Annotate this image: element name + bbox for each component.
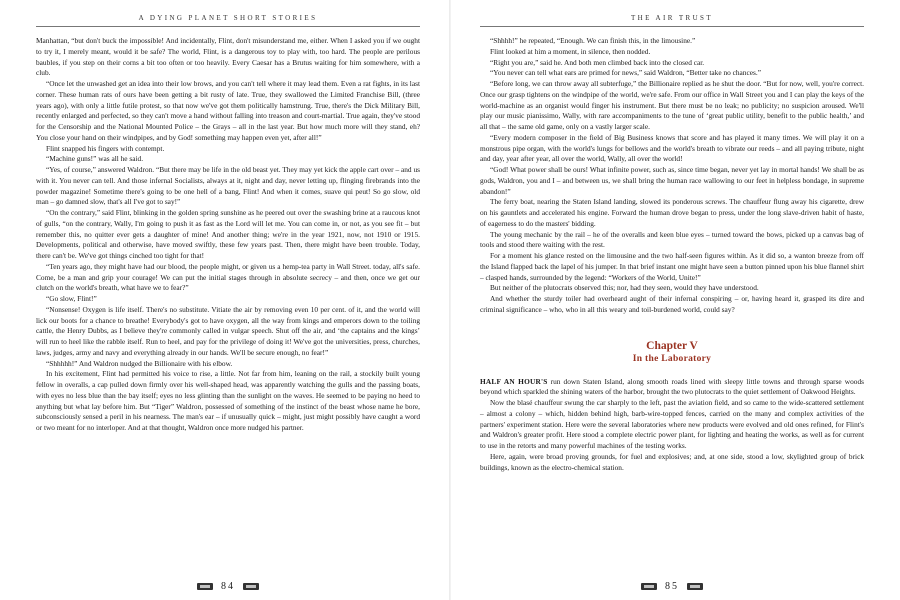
left-paragraph: “Machine guns!” was all he said. bbox=[46, 154, 144, 164]
right-page bbox=[450, 0, 900, 600]
left-body-text bbox=[36, 36, 420, 434]
right-page-number: 85 bbox=[665, 581, 679, 592]
left-folio bbox=[36, 581, 420, 592]
left-paragraph: “Nonsense! Oxygen is life itself. There's no substitute. Vitiate the air by removing even 10 per cent. of it, and the world will lick our boots for a chance to breathe! Everybody's got to have oxygen, all the way from kings and emperors down to the toiling cattle, the Henry Dubbs, as I believe they're commonly called in vulgar speech. Shut off the air, and ‘the captains and the kings’ will run to heel like the rabble itself. Run to heel, and pay for the privilege of doing it! We've got the universities, press, churches, laws, judges, army and navy and everything already in our hands. We'll be secure enough, no fear!” bbox=[36, 304, 420, 357]
runin-lead: HALF AN HOUR'S bbox=[480, 376, 548, 386]
runin-rest: run down Staten Island, along smooth roads lined with sleepy little towns and through sparse woods beyond which sparkled the shining waters of the harbor, brought the two plutocrats to the quiet settlement of Oakwood Heights. bbox=[480, 376, 864, 397]
right-paragraph: For a moment his glance rested on the limousine and the two half-seen figures within. As it did so, a wanton breeze from off the Island flapped back the lapel of his jumper. In that brief instant one might have seen a button pinned upon his blue flannel shirt – clasped hands, surrounded by the legend: “Workers of the World, Unite!” bbox=[480, 251, 864, 282]
right-paragraph: But neither of the plutocrats observed this; nor, had they seen, would they have understood. bbox=[490, 283, 759, 293]
right-paragraph: “Every modern composer in the field of Big Business knows that score and has played it many times. We will play it on a monstrous pipe organ, with the world's lungs for bellows and the world's breath to vibrate our reeds – and all paying tribute, night and day, year after year, all over the world, Wally, all over the world! bbox=[480, 132, 864, 164]
chapter-title: In the Laboratory bbox=[632, 353, 712, 364]
right-paragraph: And whether the sturdy toiler had overheard aught of their infernal conspiring – or, having heard it, grasped its dire and criminal significance – who, who in all this weary and toil-burdened world, could say? bbox=[480, 294, 864, 314]
folio-ornament-icon bbox=[197, 583, 213, 590]
left-paragraph: In his excitement, Flint had permitted his voice to rise, a little. Not far from him, leaning on the rail, a stockily built young fellow in overalls, a cap pulled down firmly over his well-shaped head, was apparently watching the gulls and the passing boats, with eyes no less blue than the bay itself; eyes no less glinting than the sunlight on the waves. He seemed to be paying no heed to anything but what lay before him. But “Tiger” Waldron, possessed of something of the instinct of the beast whose name he bore, subconsciously sensed a peril in his nearness. The man's ear – if unusually quick – might, just might possibly have caught a word or two meant for no interloper. And at that thought, Waldron once more nudged his partner. bbox=[36, 369, 420, 432]
folio-ornament-icon bbox=[243, 583, 259, 590]
left-head-rule bbox=[36, 26, 420, 27]
right-body-text bbox=[480, 36, 864, 473]
right-paragraph: Now the blasé chauffeur swung the car sharply to the left, past the aviation field, and so came to the wide-scattered settlement – almost a colony – which, hidden behind high, barb-wire-topped fences, carried on the many and complex activities of the partners' experiment station. Here were the several laboratories where new products were evolved and old ones refined, for Flint's and Waldron's greater profit. Here stood a complete electric power plant, for lighting and heating the works, as well as for current to use in the retorts and many powerful machines of the testing works. bbox=[480, 398, 864, 450]
folio-ornament-icon bbox=[641, 583, 657, 590]
left-paragraph: “Go slow, Flint!” bbox=[46, 294, 97, 303]
left-paragraph: “Ten years ago, they might have had our blood, the people might, or given us a hemp-tea party in Wall Street. today, all's safe. Come, be a man and grip your courage! We can put the initial stages through in absolute secrecy – and then, once we get our clutch on the world's breath, what have we to fear?” bbox=[36, 261, 420, 293]
left-paragraph: Flint snapped his fingers with contempt. bbox=[46, 143, 165, 153]
right-running-head: THE AIR TRUST bbox=[630, 14, 714, 22]
right-paragraph: “Before long, we can throw away all subterfuge,” the Billionaire replied as he shut the door. “But for now, well, you're correct. Once our grasp tightens on the windpipe of the world, we're safe. From our office in Wall Street you and I can play the keys of the world-machine as an organist would finger his instrument. But there must be no leak; no publicity; no suspicion aroused. We'll play our music pianissimo, Wally, with rare accompaniments to the tune of ‘great public utility, benefit to the public health,’ and all that – the same old game, only on a vastly larger scale. bbox=[480, 79, 864, 131]
chapter-opening-paragraph bbox=[480, 377, 864, 399]
right-paragraph: Flint looked at him a moment, in silence, then nodded. bbox=[490, 46, 651, 56]
left-page-number: 84 bbox=[221, 581, 235, 592]
left-paragraph: “Once let the unwashed get an idea into their low brows, and you can't tell where it may lead them. Even a rat fights, in its last corner. These human rats of ours have been getting a bit rusty of late. True, they swallowed the Limited Franchise Bill, (three years ago), with only a little futile protest, so that now we've got them politically hamstrung. True, there's the Dick Military Bill, recently enlarged and perfected, so they can't move a hand without falling into treason and court-martial. True again, they've stood for the Censorship and the National Mounted Police – the Grays – all in the last year. But how much more will they stand, eh? You close your hand on their windpipes, and by God! something may happen even yet, after all!” bbox=[36, 79, 420, 142]
right-paragraph: The young mechanic by the rail – he of the overalls and keen blue eyes – turned toward the bows, picked up a canvas bag of tools and stood there waiting with the rest. bbox=[480, 229, 864, 250]
chapter-heading bbox=[480, 340, 864, 365]
right-paragraph: “You never can tell what ears are primed for news,” said Waldron, “Better take no chances.” bbox=[490, 68, 761, 78]
right-head-rule bbox=[480, 26, 864, 27]
folio-ornament-icon bbox=[687, 583, 703, 590]
right-paragraph: Here, again, were broad proving grounds, for fuel and explosives; and, at one side, stood a low, skylighted group of brick buildings, known as the electro-chemical station. bbox=[480, 451, 864, 472]
left-paragraph: Manhattan, “but don't buck the impossible! And incidentally, Flint, don't misunderstand me, either. When I asked you if we ought to try it, I merely meant, would it be safe? The world, Flint, is a dangerous toy to play with, too hard. The people are perilous baubles, if you step on their corns a bit too often or too heavily. Every Caesar has a Brutus waiting for him somewhere, with a club. bbox=[36, 36, 420, 78]
left-running-head: A DYING PLANET SHORT STORIES bbox=[138, 14, 318, 22]
chapter-number: Chapter V bbox=[646, 339, 698, 352]
left-paragraph: “Shhhhh!” And Waldron nudged the Billionaire with his elbow. bbox=[46, 358, 233, 368]
right-paragraph: “Right you are,” said he. And both men climbed back into the closed car. bbox=[490, 57, 705, 67]
right-paragraph: “Shhhh!” he repeated, “Enough. We can finish this, in the limousine.” bbox=[490, 36, 696, 45]
left-paragraph: “On the contrary,” said Flint, blinking in the golden spring sunshine as he peered out over the swashing brine at a raucous knot of gulls, “on the contrary, Wally, I'm going to push it as fast as the Lord will let me. You can come in, or not, as you see fit – but remember this, no quitter ever gets a daughter of mine! And another thing; we're in the year 1921, now, not 1910 or 1915. Developments, political and otherwise, have moved swiftly, these few years past. Then, there might have been trouble. Today, there can't be. We've got things cinched too tight for that! bbox=[36, 208, 420, 260]
right-folio bbox=[480, 581, 864, 592]
left-paragraph: “Yes, of course,” answered Waldron. “But there may be life in the old beast yet. They may yet kick the apple cart over – and us with it. You never can tell. And those infernal Socialists, always at it, night and day, never letting up, flinging firebrands into the powder magazine! Sometime there's going to be one hell of a bang, Flint! And when it comes, suave qui peut! So go slow, old man – go damned slow, that's all I've got to say!” bbox=[36, 165, 420, 207]
right-paragraph: “God! What power shall be ours! What infinite power, such as, since time began, never yet lay in mortal hands! We shall be as gods, Waldron, you and I – and between us, we shall bring the human race wallowing to our feet in helpless bondage, in supreme abandon!” bbox=[480, 165, 864, 196]
right-paragraph: The ferry boat, nearing the Staten Island landing, slowed its ponderous screws. The chauffeur flung away his cigarette, drew on his gauntlets and accelerated his engine. Forward the human drove began to press, under the long slave-driven habit of haste, of eagerness to do the masters' bidding. bbox=[480, 197, 864, 228]
